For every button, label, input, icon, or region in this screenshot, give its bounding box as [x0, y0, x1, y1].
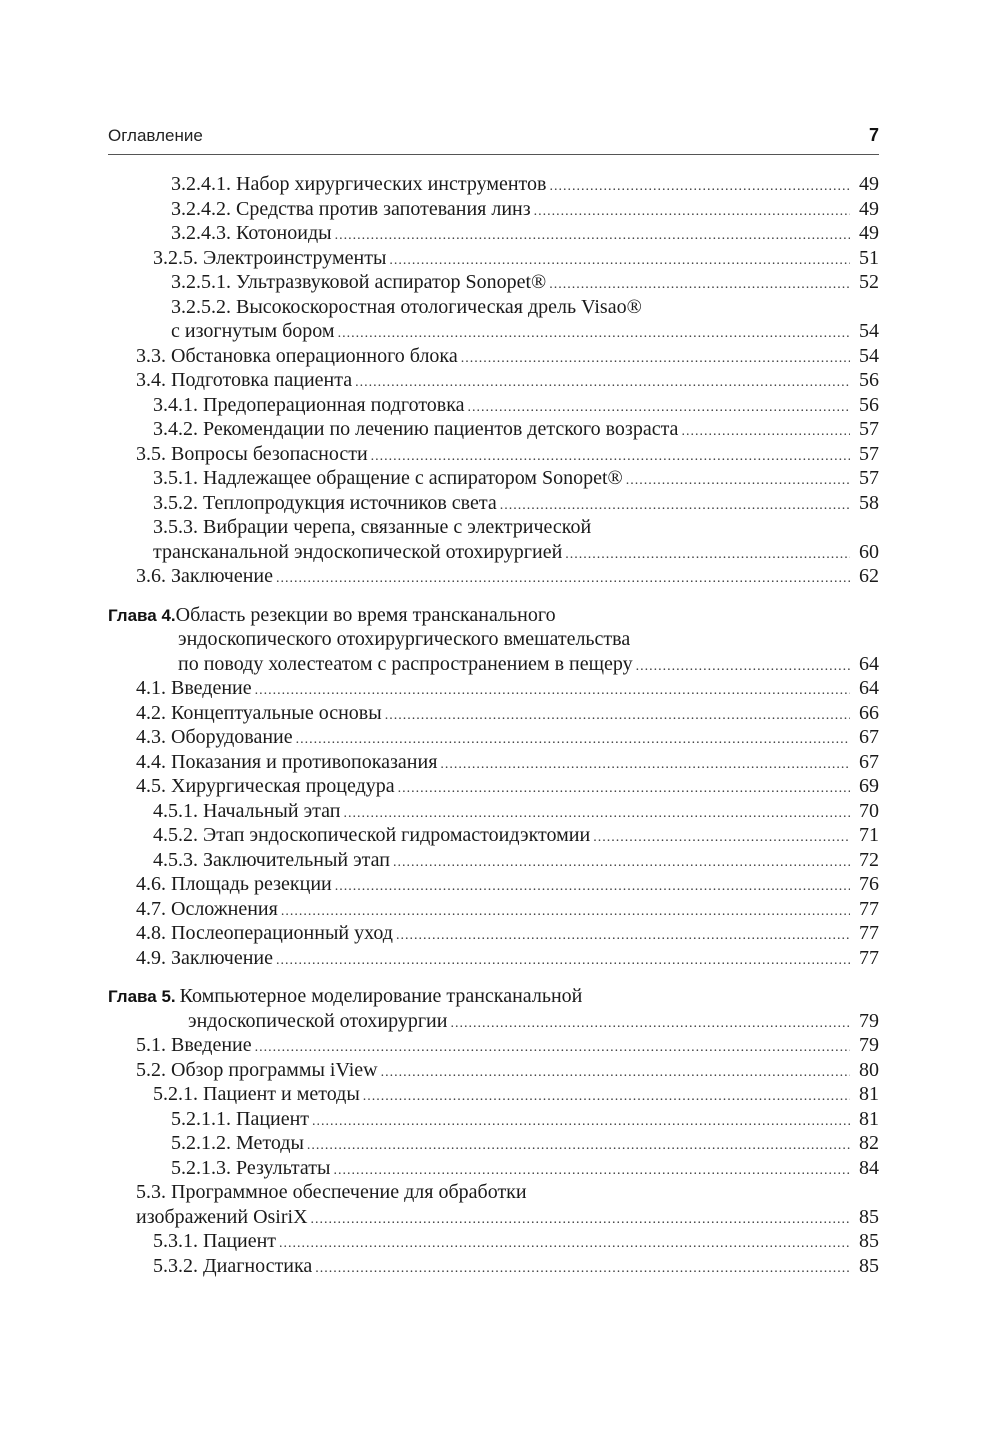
toc-entry[interactable]: 3.2.5.1. Ультразвуковой аспиратор Sonopet® ..... 52 — [108, 270, 879, 295]
toc-entry[interactable]: 4.8. Послеоперационный уход ..... 77 — [108, 921, 879, 946]
header-title: Оглавление — [108, 126, 203, 145]
toc-entry[interactable]: 4.3. Оборудование ..... 67 — [108, 725, 879, 750]
toc-entry[interactable]: 5.2. Обзор программы iView ..... 80 — [108, 1058, 879, 1083]
toc-entry[interactable]: по поводу холестеатом с распространением в пещеру ..... 64 — [108, 652, 879, 677]
toc-entry[interactable]: 4.5.2. Этап эндоскопической гидромастоидэктомии ..... 71 — [108, 823, 879, 848]
toc-entry[interactable]: 3.4. Подготовка пациента ..... 56 — [108, 368, 879, 393]
chapter-title-line: Компьютерное моделирование трансканальной — [179, 985, 583, 1007]
toc-entry[interactable]: 5.3.2. Диагностика ..... 85 — [108, 1254, 879, 1279]
toc-entry[interactable]: 4.5.1. Начальный этап ..... 70 — [108, 799, 879, 824]
toc-entry[interactable]: трансканальной эндоскопической отохирургией ..... 60 — [108, 540, 879, 565]
toc-entry[interactable]: 4.9. Заключение ..... 77 — [108, 946, 879, 971]
toc-entry[interactable]: 4.1. Введение ..... 64 — [108, 676, 879, 701]
toc-entry[interactable]: 5.2.1.3. Результаты ..... 84 — [108, 1156, 879, 1181]
toc-entry[interactable]: 4.5.3. Заключительный этап ..... 72 — [108, 848, 879, 873]
chapter-heading[interactable] — [108, 984, 879, 1009]
running-header — [108, 124, 879, 155]
toc-entry[interactable]: 3.3. Обстановка операционного блока ..... 54 — [108, 344, 879, 369]
toc-entry[interactable]: 3.2.4.2. Средства против запотевания линз ..... 49 — [108, 197, 879, 222]
toc-entry[interactable]: 3.5.2. Теплопродукция источников света ..... 58 — [108, 491, 879, 516]
toc-entry[interactable]: эндоскопической отохирургии ..... 79 — [108, 1009, 879, 1034]
table-of-contents — [108, 172, 879, 1278]
toc-entry[interactable]: 5.1. Введение ..... 79 — [108, 1033, 879, 1058]
toc-entry[interactable]: 3.2.4.1. Набор хирургических инструментов ..... 49 — [108, 172, 879, 197]
toc-entry[interactable]: 5.2.1.1. Пациент ..... 81 — [108, 1107, 879, 1132]
toc-entry[interactable]: 3.4.2. Рекомендации по лечению пациентов детского возраста ..... 57 — [108, 417, 879, 442]
toc-entry[interactable]: 4.2. Концептуальные основы ..... 66 — [108, 701, 879, 726]
toc-entry[interactable]: 3.2.4.3. Котоноиды ..... 49 — [108, 221, 879, 246]
chapter-label: Глава 5. — [108, 987, 176, 1006]
toc-entry[interactable]: 4.6. Площадь резекции ..... 76 — [108, 872, 879, 897]
toc-entry[interactable]: с изогнутым бором ..... 54 — [108, 319, 879, 344]
toc-entry-line[interactable]: 3.5.3. Вибрации черепа, связанные с электрической — [153, 516, 592, 538]
toc-entry[interactable]: 4.4. Показания и противопоказания ..... 67 — [108, 750, 879, 775]
toc-entry[interactable]: 3.6. Заключение ..... 62 — [108, 564, 879, 589]
chapter-heading[interactable] — [108, 603, 879, 628]
chapter-title-line[interactable]: эндоскопического отохирургического вмешательства — [178, 628, 631, 650]
toc-entry[interactable]: 4.7. Осложнения ..... 77 — [108, 897, 879, 922]
chapter-label: Глава 4. — [108, 605, 176, 625]
toc-entry-line[interactable]: 3.2.5.2. Высокоскоростная отологическая дрель Visao® — [171, 295, 642, 318]
toc-entry[interactable]: 5.2.1. Пациент и методы ..... 81 — [108, 1082, 879, 1107]
toc-entry-line[interactable]: 5.3. Программное обеспечение для обработки — [136, 1181, 527, 1203]
toc-entry[interactable]: изображений OsiriX ..... 85 — [108, 1205, 879, 1230]
toc-entry[interactable]: 3.5.1. Надлежащее обращение с аспиратором Sonopet® ..... 57 — [108, 466, 879, 491]
chapter-title-line: Область резекции во время трансканального — [175, 603, 556, 626]
header-page-number: 7 — [868, 125, 879, 145]
toc-entry[interactable]: 3.4.1. Предоперационная подготовка ..... 56 — [108, 393, 879, 418]
toc-entry[interactable]: 3.5. Вопросы безопасности ..... 57 — [108, 442, 879, 467]
toc-entry[interactable]: 4.5. Хирургическая процедура ..... 69 — [108, 774, 879, 799]
toc-entry[interactable]: 5.2.1.2. Методы ..... 82 — [108, 1131, 879, 1156]
toc-entry[interactable]: 5.3.1. Пациент ..... 85 — [108, 1229, 879, 1254]
toc-entry[interactable]: 3.2.5. Электроинструменты ..... 51 — [108, 246, 879, 271]
